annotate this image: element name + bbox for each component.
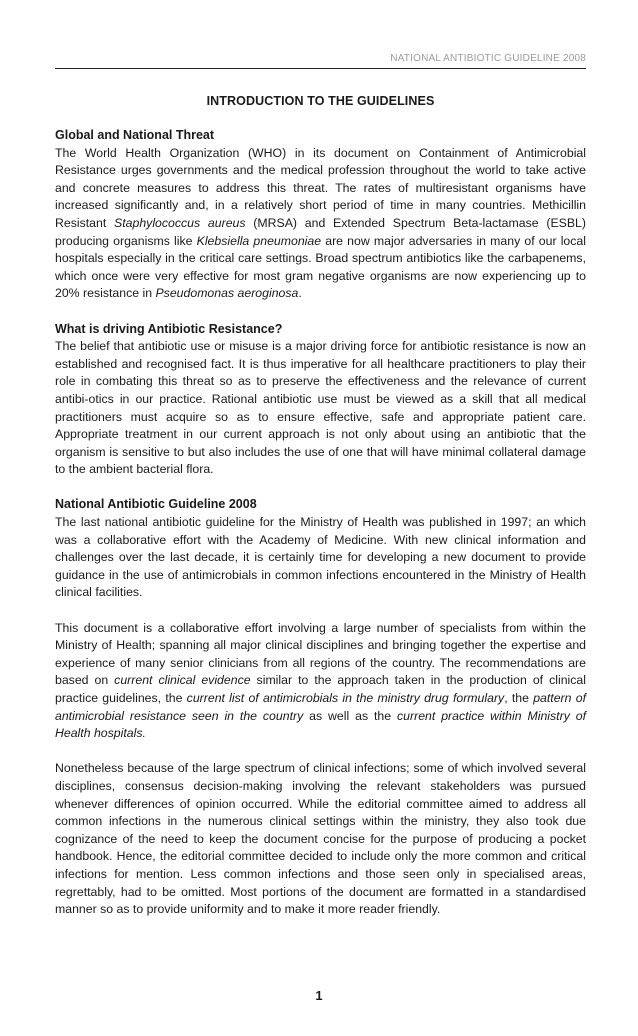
header-rule — [55, 68, 586, 69]
text-run: similar to the approach taken in the production of clinical practice guidelines, the — [55, 673, 586, 705]
text-run: (MRSA) and Extended Spectrum Beta-lactamase (ESBL) producing organisms like — [55, 215, 586, 248]
page-body — [55, 93, 586, 919]
section-heading-national-guideline: National Antibiotic Guideline 2008 — [55, 497, 257, 512]
paragraph-consensus: Nonetheless because of the large spectrum of clinical infections; some of which involved several disciplines, consensus decision-making involving the relevant stakeholders was pursued whenever differences of opinion occurred. While the editorial committee aimed to address all common infections in the numerous clinical settings within the ministry, they also took due cognizance of the need to keep the document concise for the purpose of producing a pocket handbook. Hence, the editorial committee decided to include only the more common and critical infections for mention. Less common infections and those seen only in specialised areas, regrettably, had to be omitted. Most portions of the document are formatted in a standardised manner so as to provide uniformity and to make it more reader friendly. — [55, 761, 586, 917]
text-run: . — [298, 286, 302, 301]
emphasis-text: current clinical evidence — [114, 673, 251, 688]
text-run: are now major adversaries in many of our local hospitals especially in the critical care settings. Broad spectrum antibiotics like the carbapenems, which once were very effective for most gram negative organisms are now experiencing up to 20% resistance in — [55, 233, 586, 301]
paragraph-gap — [55, 479, 586, 497]
paragraph-global-threat — [55, 145, 586, 303]
page-number: 1 — [315, 988, 323, 1003]
paragraph-gap — [55, 743, 586, 761]
section-heading-driving-resistance: What is driving Antibiotic Resistance? — [55, 321, 283, 336]
text-run: The World Health Organization (WHO) in its document on Containment of Antimicrobial Resistance urges governments and the medical profession throughout the world to take active and concrete measures to address this threat. The rates of multiresistant organisms have increased significantly and, in a relatively short period of time in many countries. Methicillin Resistant — [55, 145, 586, 230]
text-run: This document is a collaborative effort involving a large number of specialists from within the Ministry of Health; spanning all major clinical disciplines and bringing together the expertise and experience of many senior clinicians from all regions of the country. The recommendations are based on — [55, 620, 586, 688]
text-run: , the — [504, 691, 534, 705]
text-run: as well as the — [303, 708, 398, 723]
page-title: INTRODUCTION TO THE GUIDELINES — [206, 94, 435, 108]
paragraph-gap — [55, 303, 586, 321]
paragraph-driving-resistance: The belief that antibiotic use or misuse is a major driving force for antibiotic resistance is now an established and recognised fact. It is thus imperative for all healthcare practitioners to play their role in combating this threat so as to preserve the effectiveness and the relevance of current antibi-otics in our practice. Rational antibiotic use must be viewed as a skill that all medical practitioners must acquire so as to ensure effective, safe and appropriate patient care. Appropriate treatment in our current approach is not only about using an antibiotic that the organism is sensitive to but also includes the use of one that will have minimal collateral damage to the ambient bacterial flora. — [55, 339, 586, 477]
paragraph-collaborative-effort — [55, 620, 586, 743]
paragraph-national-guideline: The last national antibiotic guideline for the Ministry of Health was published in 1997; an which was a collaborative effort with the Academy of Medicine. With new clinical information and challenges over the last decade, it is certainly time for developing a new document to provide guidance in the use of antimicrobials in common infections encountered in the Ministry of Health clinical facilities. — [55, 515, 586, 600]
organism-name: Staphylococcus aureus — [114, 215, 246, 230]
emphasis-text: current practice within Ministry of Health hospitals. — [55, 708, 587, 741]
organism-name: Pseudomonas aeroginosa — [155, 286, 299, 301]
running-header: NATIONAL ANTIBIOTIC GUIDELINE 2008 — [390, 53, 586, 64]
emphasis-text: current list of antimicrobials in the ministry drug formulary — [186, 691, 505, 705]
section-heading-global-threat: Global and National Threat — [55, 128, 215, 142]
paragraph-gap — [55, 602, 586, 620]
emphasis-text: pattern of antimicrobial resistance seen in the country — [55, 691, 586, 723]
organism-name: Klebsiella pneumoniae — [196, 233, 322, 248]
